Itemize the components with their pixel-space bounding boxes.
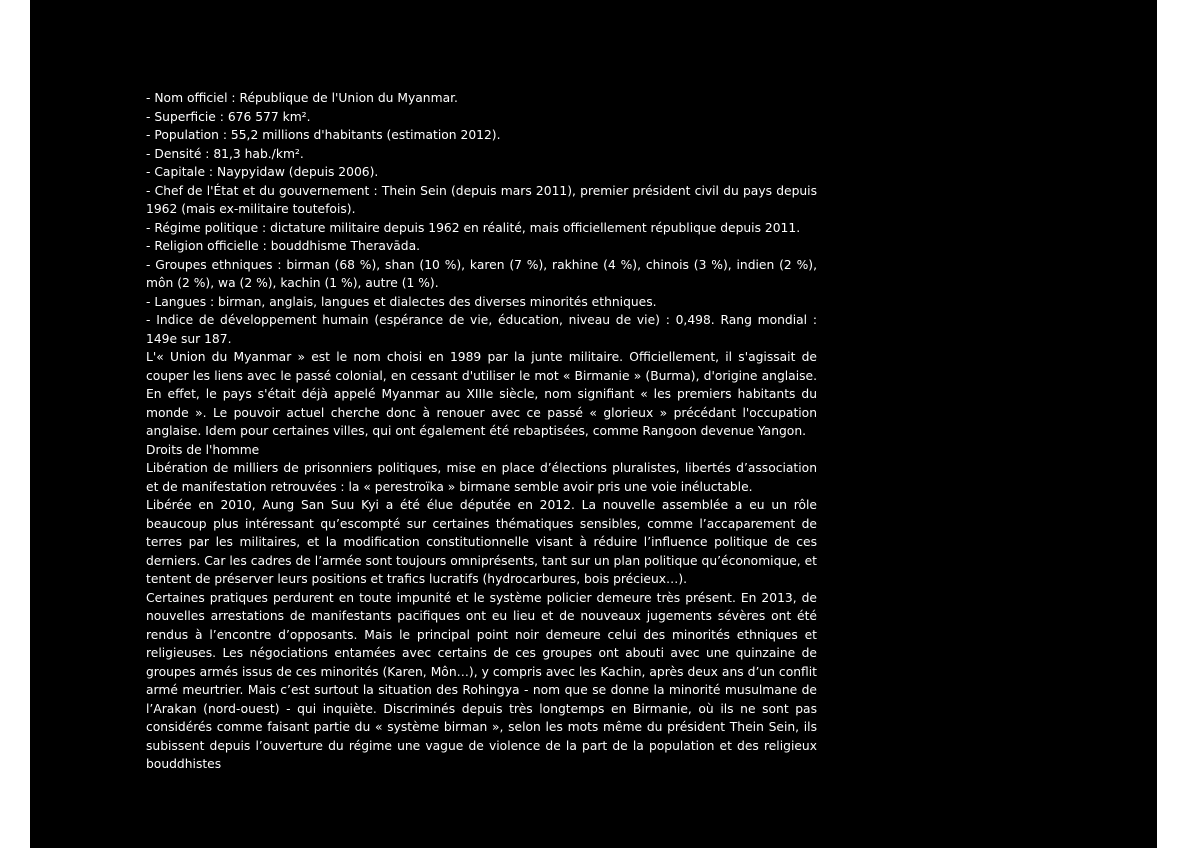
document-body: [146, 89, 817, 774]
document-page: [30, 0, 1157, 848]
paragraph-suu-kyi: Libérée en 2010, Aung San Suu Kyi a été élue députée en 2012. La nouvelle assemblée a eu un rôle beaucoup plus intéressant qu’escompté sur certaines thématiques sensibles, comme l’accaparement de terres par les militaires, et la modification constitutionnelle visant à réduire l’influence politique de ces derniers. Car les cadres de l’armée sont toujours omniprésents, tant sur un plan politique qu’économique, et tentent de préserver leurs positions et trafics lucratifs (hydrocarbures, bois précieux…).: [146, 498, 817, 586]
paragraph-practices: Certaines pratiques perdurent en toute impunité et le système policier demeure très présent. En 2013, de nouvelles arrestations de manifestants pacifiques ont eu lieu et de nouveaux jugements sévères ont été rendus à l’encontre d’opposants. Mais le principal point noir demeure celui des minorités ethniques et religieuses. Les négociations entamées avec certains de ces groupes ont abouti avec une quinzaine de groupes armés issus de ces minorités (Karen, Môn…), y compris avec les Kachin, après deux ans d’un conflit armé meurtrier. Mais c’est surtout la situation des Rohingya - nom que se donne la minorité musulmane de l’Arakan (nord-ouest) - qui inquiète. Discriminés depuis très longtemps en Birmanie, où ils ne sont pas considérés comme faisant partie du « système birman », selon les mots même du président Thein Sein, ils subissent depuis l’ouverture du régime une vague de violence de la part de la population et des religieux bouddhistes: [146, 590, 817, 771]
section-heading-human-rights: Droits de l'homme: [146, 442, 260, 457]
fact-head-of-state: - Chef de l'État et du gouvernement : Thein Sein (depuis mars 2011), premier président civil du pays depuis 1962 (mais ex-militaire toutefois).: [146, 183, 817, 216]
paragraph-union-name: L'« Union du Myanmar » est le nom choisi en 1989 par la junte militaire. Officiellement, il s'agissait de couper les liens avec le passé colonial, en cessant d'utiliser le mot « Birmanie » (Burma), d'origine anglaise. En effet, le pays s'était déjà appelé Myanmar au XIIIe siècle, nom signifiant « les premiers habitants du monde ». Le pouvoir actuel cherche donc à renouer avec ce passé « glorieux » précédant l'occupation anglaise. Idem pour certaines villes, qui ont également été rebaptisées, comme Rangoon devenue Yangon.: [146, 350, 817, 438]
fact-area: - Superficie : 676 577 km².: [146, 109, 311, 124]
fact-political-regime: - Régime politique : dictature militaire depuis 1962 en réalité, mais officiellement république depuis 2011.: [146, 220, 801, 235]
fact-languages: - Langues : birman, anglais, langues et dialectes des diverses minorités ethniques.: [146, 294, 657, 309]
fact-population: - Population : 55,2 millions d'habitants (estimation 2012).: [146, 128, 501, 142]
fact-hdi: - Indice de développement humain (espérance de vie, éducation, niveau de vie) : 0,498. Rang mondial : 149e sur 187.: [146, 313, 817, 346]
fact-official-name: - Nom officiel : République de l'Union du Myanmar.: [146, 91, 458, 105]
fact-density: - Densité : 81,3 hab./km².: [146, 146, 304, 161]
fact-ethnic-groups: - Groupes ethniques : birman (68 %), shan (10 %), karen (7 %), rakhine (4 %), chinois (3 %), indien (2 %), môn (2 %), wa (2 %), kachin (1 %), autre (1 %).: [146, 257, 817, 290]
paragraph-liberation: Libération de milliers de prisonniers politiques, mise en place d’élections pluralistes, libertés d’association et de manifestation retrouvées : la « perestroïka » birmane semble avoir pris une voie inéluctable.: [146, 461, 817, 494]
fact-capital: - Capitale : Naypyidaw (depuis 2006).: [146, 165, 379, 179]
fact-religion: - Religion officielle : bouddhisme Theravāda.: [146, 239, 421, 253]
